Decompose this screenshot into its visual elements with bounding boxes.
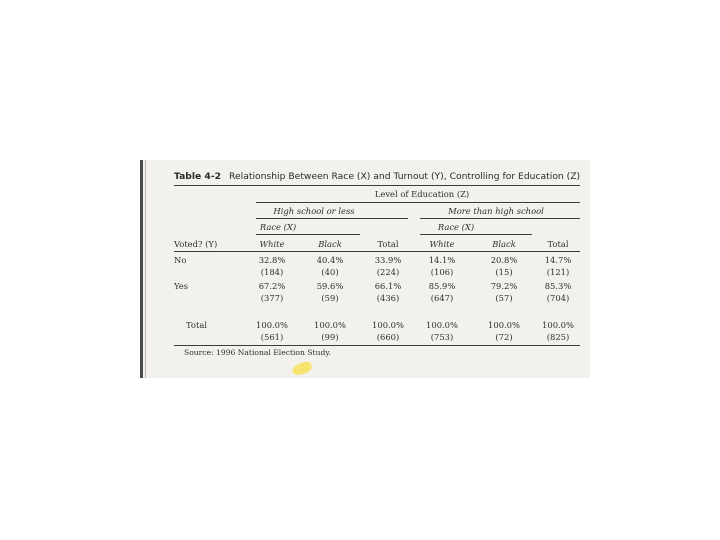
cell-count: (99) [321,332,339,342]
column-header-white-more: White [429,239,455,249]
group-header-left: High school or less [273,206,355,216]
cell-count: (57) [495,293,513,303]
race-rule-left [256,234,360,235]
cell-count: (224) [376,267,400,277]
cell-pct: 100.0% [256,320,288,330]
cell-count: (15) [495,267,513,277]
cell-count: (825) [546,332,570,342]
cell-pct: 100.0% [426,320,458,330]
cell-pct: 33.9% [374,255,402,265]
cell-count: (121) [546,267,570,277]
book-spine-shadow [140,160,143,378]
cell-count: (377) [260,293,284,303]
bottom-rule [174,345,580,346]
group-rule-left [256,218,408,219]
cell-count: (106) [430,267,454,277]
cell-count: (660) [376,332,400,342]
cell-pct: 67.2% [258,281,286,291]
cell-pct: 85.3% [544,281,572,291]
cell-count: (753) [430,332,454,342]
scanned-book-page [140,160,590,378]
cell-pct: 79.2% [490,281,518,291]
cell-pct: 100.0% [488,320,520,330]
cell-count: (436) [376,293,400,303]
column-header-total-more: Total [547,239,569,249]
cell-count: (561) [260,332,284,342]
table-source-note: Source: 1996 National Election Study. [184,348,332,357]
cell-pct: 85.9% [428,281,456,291]
cell-pct: 66.1% [374,281,402,291]
top-rule [174,185,580,186]
column-header-white-hs: White [259,239,285,249]
cell-pct: 100.0% [314,320,346,330]
row-header-voted: Voted? (Y) [174,239,218,249]
column-header-black-more: Black [492,239,516,249]
cell-count: (72) [495,332,513,342]
highlighter-smudge [291,360,313,377]
table-title: Relationship Between Race (X) and Turnout (Y), Controlling for Education (Z) [229,171,581,182]
race-rule-right [420,234,532,235]
group-header-right: More than high school [448,206,544,216]
group-rule-right [420,218,580,219]
cell-count: (40) [321,267,339,277]
race-header-left: Race (X) [259,222,297,232]
row-label-yes: Yes [174,281,189,291]
cell-count: (59) [321,293,339,303]
cell-pct: 100.0% [542,320,574,330]
cell-count: (184) [260,267,284,277]
cell-pct: 40.4% [316,255,344,265]
book-spine-edge [145,160,146,378]
cell-count: (647) [430,293,454,303]
level-of-education-header: Level of Education (Z) [374,189,470,199]
cell-pct: 100.0% [372,320,404,330]
cell-pct: 59.6% [316,281,344,291]
cell-pct: 32.8% [258,255,286,265]
column-header-total-hs: Total [377,239,399,249]
race-header-right: Race (X) [437,222,475,232]
row-label-total: Total [186,320,208,330]
column-header-black-hs: Black [318,239,342,249]
table-number: Table 4-2 [174,171,222,182]
header-bottom-rule [174,251,580,252]
table-caption [174,172,580,181]
level-rule [256,202,580,203]
cell-count: (704) [546,293,570,303]
cell-pct: 14.7% [544,255,572,265]
cell-pct: 14.1% [428,255,456,265]
row-label-no: No [174,255,187,265]
cell-pct: 20.8% [490,255,518,265]
